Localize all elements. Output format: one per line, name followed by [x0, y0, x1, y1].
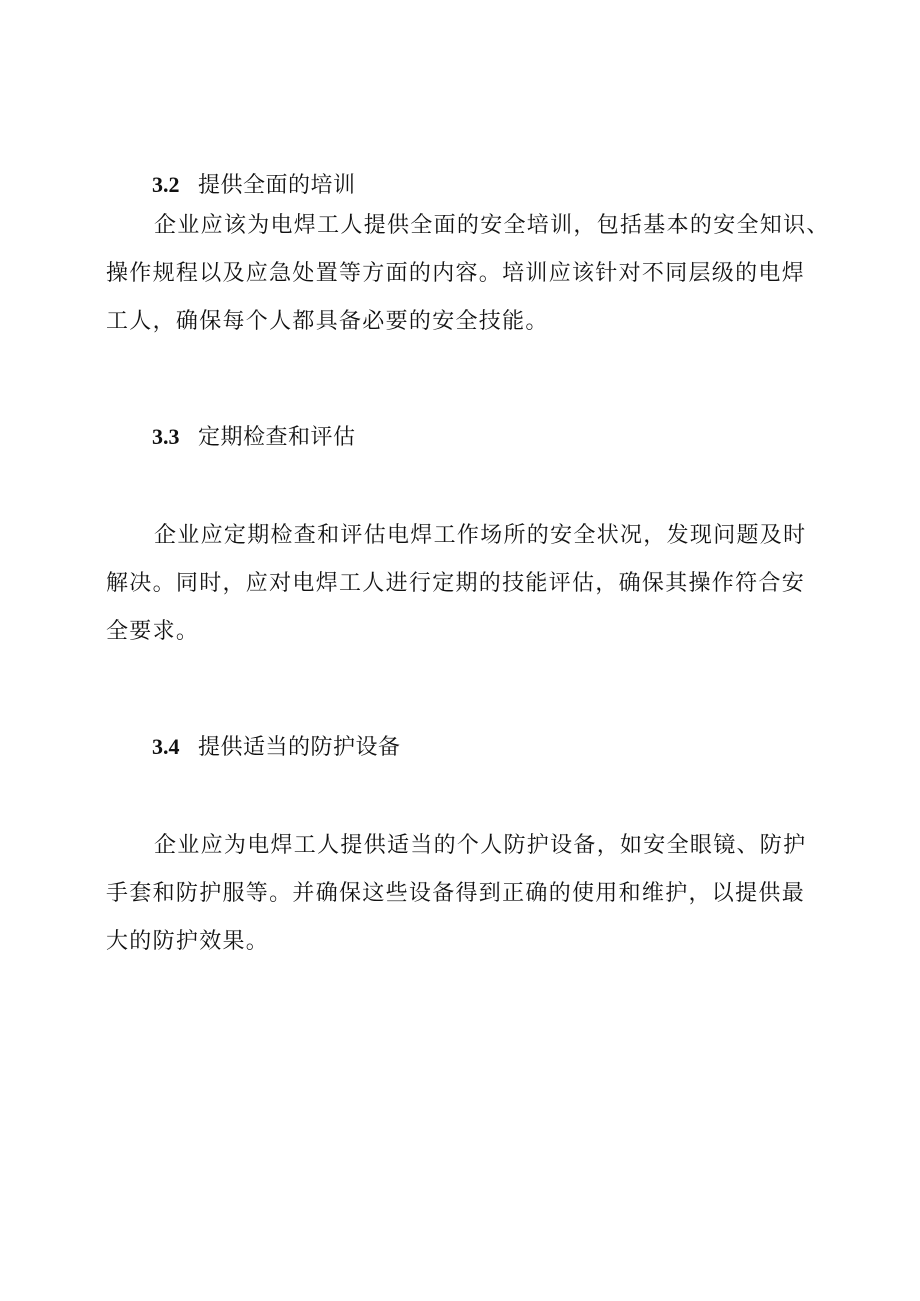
- body-line: 解决。同时，应对电焊工人进行定期的技能评估，确保其操作符合安: [106, 571, 806, 596]
- body-line: 全要求。: [106, 619, 200, 644]
- body-line: 操作规程以及应急处置等方面的内容。培训应该针对不同层级的电焊: [106, 261, 806, 286]
- section-title: 提供全面的培训: [198, 173, 356, 198]
- section-number: 3.4: [152, 734, 180, 759]
- section-title: 定期检查和评估: [198, 425, 356, 450]
- body-line: 企业应该为电焊工人提供全面的安全培训，包括基本的安全知识、: [154, 213, 830, 238]
- body-line: 工人，确保每个人都具备必要的安全技能。: [106, 309, 549, 334]
- section-body-3-4: [106, 822, 812, 966]
- section-body-3-3: [106, 512, 812, 656]
- section-title: 提供适当的防护设备: [198, 735, 401, 760]
- section-heading-3-4: [152, 730, 401, 761]
- section-heading-3-3: [152, 420, 356, 451]
- section-body-3-2: [106, 202, 830, 346]
- body-line: 企业应为电焊工人提供适当的个人防护设备，如安全眼镜、防护: [154, 833, 807, 858]
- body-line: 大的防护效果。: [106, 929, 270, 954]
- body-line: 企业应定期检查和评估电焊工作场所的安全状况，发现问题及时: [154, 523, 807, 548]
- body-line: 手套和防护服等。并确保这些设备得到正确的使用和维护，以提供最: [106, 881, 806, 906]
- section-number: 3.3: [152, 424, 180, 449]
- section-heading-3-2: [152, 168, 356, 199]
- section-number: 3.2: [152, 172, 180, 197]
